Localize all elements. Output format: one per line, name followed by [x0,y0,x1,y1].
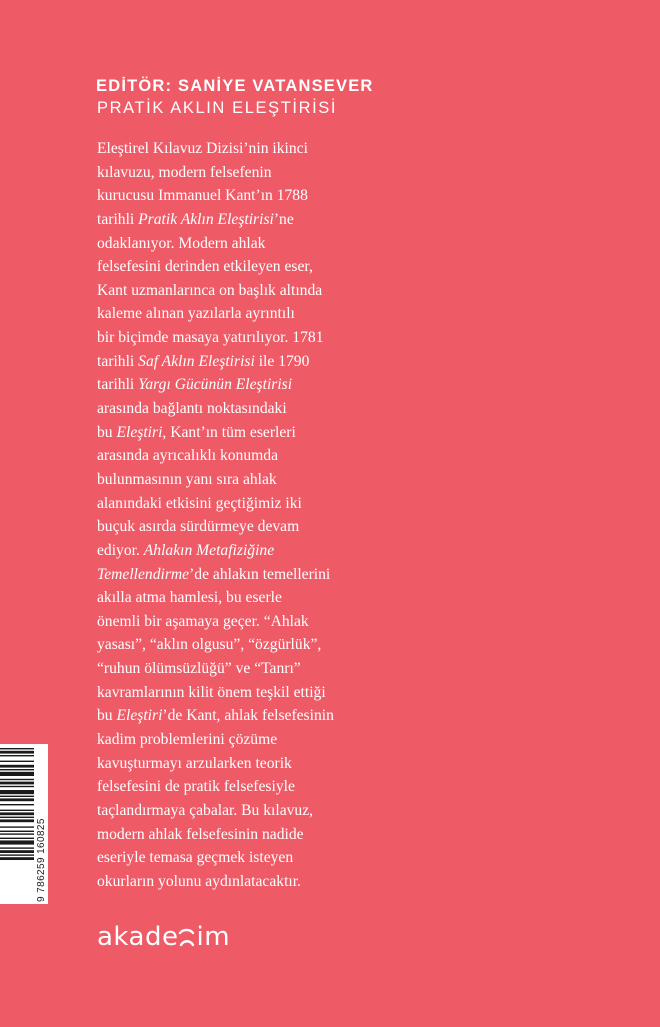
barcode-bar [0,790,34,794]
barcode-bar [0,857,34,860]
blurb-italic-title: Saf Aklın Eleştirisi [138,352,255,370]
blurb-line [97,161,397,185]
blurb-italic-title: Yargı Gücünün Eleştirisi [138,376,293,394]
blurb-line [97,633,397,657]
blurb-line [97,610,397,634]
blurb-text: bulunmasının yanı sıra ahlak [97,470,277,488]
barcode-bar [0,782,34,785]
blurb-text: taçlandırmaya çabalar. Bu kılavuz, [97,801,314,819]
blurb-line [97,255,397,279]
blurb-line [97,704,397,728]
blurb-line [97,444,397,468]
blurb-text: kaleme alınan yazılarla ayrıntılı [97,305,295,323]
barcode-bar [0,850,34,853]
book-title: PRATİK AKLIN ELEŞTİRİSİ [97,99,338,117]
barcode-bar [0,798,34,801]
blurb-text: bu [97,707,117,725]
blurb-line [97,846,397,870]
barcode-bar [0,796,34,797]
barcode-bar [0,786,34,787]
back-cover-blurb [97,137,397,894]
blurb-text: alanındaki etkisini geçtiğimiz iki [97,494,302,512]
blurb-text: kavramlarının kilit önem teşkil ettiği [97,683,326,701]
blurb-text: yasası”, “aklın olgusu”, “özgürlük”, [97,636,322,654]
blurb-line [97,752,397,776]
barcode-bar [0,838,34,839]
blurb-text: akılla atma hamlesi, bu eserle [97,589,282,607]
blurb-line [97,728,397,752]
blurb-line [97,775,397,799]
barcode-bar [0,804,34,805]
blurb-line [97,799,397,823]
blurb-text: buçuk asırda sürdürmeye devam [97,518,300,536]
blurb-text: , Kant’ın tüm eserleri [162,423,296,441]
publisher-logo [97,922,230,952]
blurb-line [97,279,397,303]
blurb-line [97,208,397,232]
publisher-logo-mark-icon [178,927,196,947]
editor-credit: EDİTÖR: SANİYE VATANSEVER [96,77,374,95]
barcode-bar [0,751,34,754]
blurb-italic-title: Eleştiri [116,423,163,441]
blurb-line [97,492,397,516]
blurb-text: ediyor. [97,541,144,559]
blurb-text: ’de Kant, ahlak felsefesinin [162,707,334,725]
blurb-line [97,397,397,421]
blurb-text: kurucusu Immanuel Kant’ın 1788 [97,187,308,205]
barcode-bar [0,755,34,756]
barcode-bar [0,840,34,844]
blurb-text: kavuşturmayı arzularken teorik [97,754,292,772]
blurb-line [97,870,397,894]
barcode-bar [0,826,34,827]
blurb-line [97,184,397,208]
blurb-line [97,563,397,587]
blurb-text: eseriyle temasa geçmek isteyen [97,849,294,867]
publisher-logo-suffix: im [196,922,231,952]
blurb-text: felsefesini derinden etkileyen eser, [97,258,313,276]
blurb-line [97,350,397,374]
blurb-text: ile 1790 [254,352,310,370]
blurb-text: bu [97,423,117,441]
blurb-text: ’ne [273,210,294,228]
blurb-italic-title: Temellendirme [97,565,190,583]
barcode-bar [0,765,34,768]
blurb-line [97,137,397,161]
blurb-text: ’de ahlakın temellerini [189,565,331,583]
blurb-text: kılavuzu, modern felsefenin [97,163,272,181]
blurb-text: “ruhun ölümsüzlüğü” ve “Tanrı” [97,660,301,678]
blurb-text: odaklanıyor. Modern ahlak [97,234,266,252]
blurb-line [97,586,397,610]
blurb-line [97,373,397,397]
blurb-line [97,468,397,492]
blurb-text: modern ahlak felsefesinin nadide [97,825,304,843]
barcode-bar [0,748,34,749]
barcode-bar [0,812,34,815]
blurb-italic-title: Eleştiri [116,707,163,725]
blurb-text: önemli bir aşamaya geçer. “Ahlak [97,612,309,630]
blurb-line [97,302,397,326]
barcode-bar [0,831,34,832]
blurb-text: arasında bağlantı noktasındaki [97,400,287,418]
barcode-bar [0,772,34,776]
blurb-line [97,681,397,705]
blurb-line [97,823,397,847]
blurb-text: tarihli [97,352,139,370]
barcode-bar [0,779,34,780]
blurb-text: bir biçimde masaya yatırılıyor. 1781 [97,329,324,347]
blurb-text: felsefesini de pratik felsefesiyle [97,778,295,796]
blurb-line [97,232,397,256]
barcode-bar [0,810,34,811]
blurb-text: Kant uzmanlarınca on başlık altında [97,281,323,299]
blurb-italic-title: Ahlakın Metafiziğine [143,541,275,559]
blurb-italic-title: Pratik Aklın Eleştirisi [138,210,274,228]
blurb-text: tarihli [97,210,139,228]
isbn-number: 9 786259 160825 [36,818,47,902]
barcode-bar [0,833,34,834]
blurb-text: arasında ayrıcalıklı konumda [97,447,278,465]
barcode-bar [0,854,34,855]
blurb-line [97,326,397,350]
barcode-bar [0,761,34,762]
barcode-bar [0,769,34,770]
barcode-bar [0,847,34,848]
blurb-text: okurların yolunu aydınlatacaktır. [97,872,301,890]
blurb-text: tarihli [97,376,139,394]
blurb-line [97,539,397,563]
blurb-text: Eleştirel Kılavuz Dizisi’nin ikinci [97,140,308,157]
barcode-bar [0,817,34,818]
publisher-logo-prefix: akade [97,922,179,952]
blurb-text: kadim problemlerini çözüme [97,731,278,749]
blurb-line [97,421,397,445]
barcode-bar [0,819,34,822]
blurb-line [97,657,397,681]
blurb-line [97,515,397,539]
